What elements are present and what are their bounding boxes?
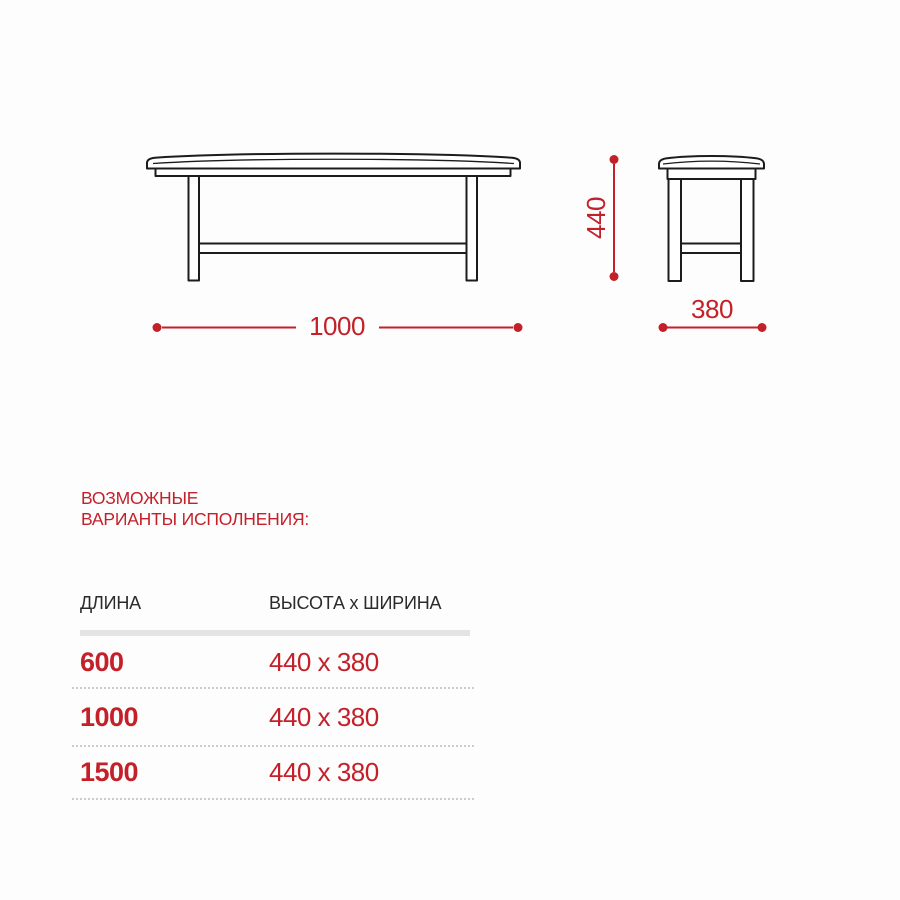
front-left-leg <box>189 176 200 281</box>
front-stretcher <box>199 244 467 254</box>
row-size-value: 440 x 380 <box>269 701 379 732</box>
width-dimension-label: 380 <box>691 294 733 324</box>
variants-title <box>81 488 309 530</box>
bench-front-view <box>147 154 520 281</box>
table-row <box>72 637 474 689</box>
front-apron <box>156 169 511 177</box>
width-dim-dot-right <box>758 323 767 332</box>
row-size-value: 440 x 380 <box>269 757 379 787</box>
row-length-value: 1000 <box>80 701 139 732</box>
height-dimension-label: 440 <box>581 197 611 239</box>
variants-table <box>72 590 474 805</box>
row-length-value: 1500 <box>80 757 139 787</box>
header-divider-bar <box>80 630 470 636</box>
bench-side-view <box>659 156 764 281</box>
width-dimension-line <box>659 323 767 332</box>
column-header-length: ДЛИНА <box>80 592 141 613</box>
length-dim-dot-left <box>153 323 162 332</box>
table-row <box>72 689 474 747</box>
variants-title-line2: ВАРИАНТЫ ИСПОЛНЕНИЯ: <box>81 509 310 529</box>
column-header-size: ВЫСОТА x ШИРИНА <box>269 592 442 613</box>
length-dimension-label: 1000 <box>309 311 365 341</box>
row-size-value: 440 x 380 <box>269 646 379 677</box>
width-dim-dot-left <box>659 323 668 332</box>
table-row <box>72 747 474 800</box>
row-length-value: 600 <box>80 646 124 677</box>
side-stretcher <box>681 244 741 254</box>
variants-title-line1: ВОЗМОЖНЫЕ <box>81 488 199 508</box>
length-dim-dot-right <box>514 323 523 332</box>
variants-table-header <box>72 590 474 616</box>
side-apron <box>668 169 756 180</box>
side-right-leg <box>741 179 754 281</box>
side-left-leg <box>669 179 682 281</box>
front-right-leg <box>467 176 478 281</box>
